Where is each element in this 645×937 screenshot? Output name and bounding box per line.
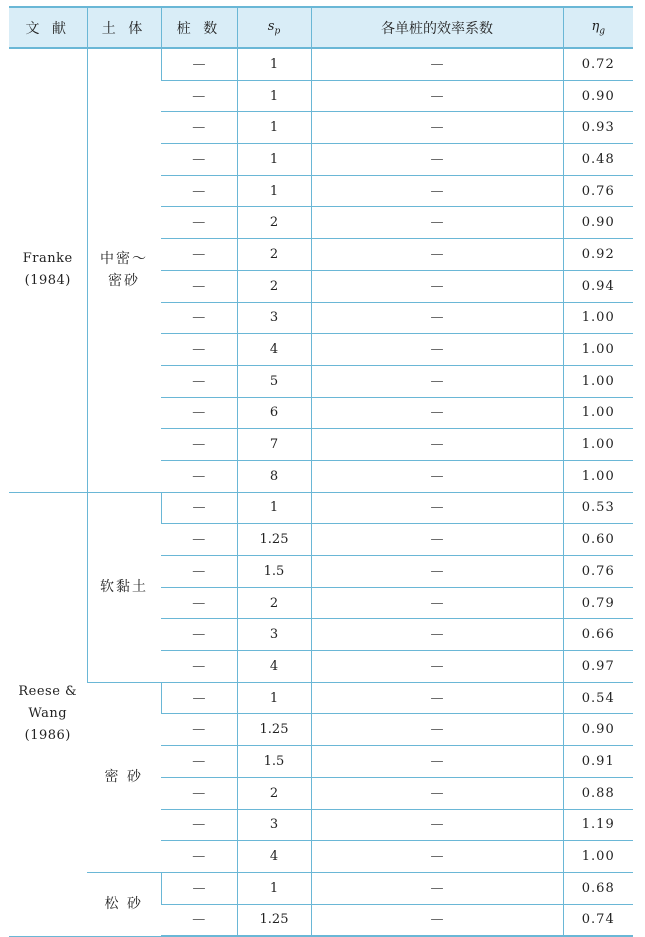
efficiency-cell xyxy=(311,809,563,841)
eta-cell xyxy=(563,587,633,619)
literature-cell-line: (1986) xyxy=(24,728,71,744)
efficiency-cell xyxy=(311,239,563,271)
efficiency-cell-line: — xyxy=(430,310,444,326)
pile-count-cell xyxy=(161,112,237,144)
soil-cell-line: 密 砂 xyxy=(104,769,143,786)
eta-cell xyxy=(563,492,633,524)
efficiency-cell xyxy=(311,207,563,239)
pile-count-cell-line: — xyxy=(192,627,206,643)
pile-count-cell xyxy=(161,714,237,746)
header-eta: $\eta_g$ xyxy=(563,7,633,48)
pile-count-cell xyxy=(161,587,237,619)
eta-cell-line: 0.94 xyxy=(581,278,615,294)
eta-cell xyxy=(563,239,633,271)
efficiency-cell-line: — xyxy=(430,690,444,706)
efficiency-cell xyxy=(311,587,563,619)
soil-cell-line: 密砂 xyxy=(108,273,140,290)
efficiency-cell-line: — xyxy=(430,817,444,833)
eta-cell xyxy=(563,175,633,207)
sp-cell-line: 1 xyxy=(269,500,279,516)
pile-count-cell xyxy=(161,746,237,778)
pile-count-cell-line: — xyxy=(192,563,206,579)
sp-cell xyxy=(237,397,311,429)
sp-cell xyxy=(237,619,311,651)
soil-cell xyxy=(87,48,161,492)
pile-count-cell-line: — xyxy=(192,405,206,421)
sp-cell xyxy=(237,714,311,746)
pile-count-cell-line: — xyxy=(192,183,206,199)
eta-cell-line: 0.93 xyxy=(581,120,615,136)
eta-cell-line: 1.00 xyxy=(581,373,615,389)
efficiency-cell-line: — xyxy=(430,56,444,72)
pile-count-cell-line: — xyxy=(192,151,206,167)
pile-count-cell xyxy=(161,841,237,873)
efficiency-cell xyxy=(311,397,563,429)
pile-count-cell xyxy=(161,556,237,588)
sp-cell-line: 1.25 xyxy=(259,912,289,928)
header-literature: 文 献 xyxy=(9,7,87,48)
efficiency-cell xyxy=(311,746,563,778)
eta-cell-line: 0.74 xyxy=(581,912,615,928)
efficiency-cell xyxy=(311,651,563,683)
eta-cell-line: 0.97 xyxy=(581,658,615,674)
pile-count-cell-line: — xyxy=(192,595,206,611)
sp-cell-line: 5 xyxy=(269,373,279,389)
pile-count-cell xyxy=(161,270,237,302)
sp-cell-line: 2 xyxy=(269,595,279,611)
eta-cell xyxy=(563,429,633,461)
pile-count-cell xyxy=(161,175,237,207)
sp-cell-line: 4 xyxy=(269,342,279,358)
table-body xyxy=(9,48,633,936)
pile-count-cell xyxy=(161,777,237,809)
efficiency-cell-line: — xyxy=(430,722,444,738)
efficiency-cell xyxy=(311,872,563,904)
efficiency-cell xyxy=(311,334,563,366)
efficiency-cell-line: — xyxy=(430,912,444,928)
literature-cell xyxy=(9,492,87,936)
sp-cell-line: 4 xyxy=(269,849,279,865)
eta-cell-line: 1.00 xyxy=(581,310,615,326)
eta-cell-line: 0.72 xyxy=(581,56,615,72)
efficiency-cell xyxy=(311,302,563,334)
eta-cell-line: 0.90 xyxy=(581,88,615,104)
eta-cell xyxy=(563,397,633,429)
efficiency-cell xyxy=(311,112,563,144)
efficiency-cell xyxy=(311,777,563,809)
eta-cell-line: 1.00 xyxy=(581,468,615,484)
eta-cell-line: 0.76 xyxy=(581,563,615,579)
efficiency-cell xyxy=(311,80,563,112)
pile-count-cell-line: — xyxy=(192,753,206,769)
literature-cell xyxy=(9,48,87,492)
pile-count-cell-line: — xyxy=(192,722,206,738)
efficiency-cell-line: — xyxy=(430,342,444,358)
pile-count-cell-line: — xyxy=(192,246,206,262)
sp-cell-line: 3 xyxy=(269,310,279,326)
sp-cell xyxy=(237,144,311,176)
efficiency-cell xyxy=(311,460,563,492)
sp-cell xyxy=(237,651,311,683)
sp-cell xyxy=(237,429,311,461)
efficiency-cell xyxy=(311,841,563,873)
soil-cell xyxy=(87,872,161,936)
efficiency-cell xyxy=(311,904,563,936)
eta-cell xyxy=(563,48,633,80)
sp-cell xyxy=(237,270,311,302)
pile-count-cell xyxy=(161,365,237,397)
pile-count-cell xyxy=(161,682,237,714)
sp-cell-line: 6 xyxy=(269,405,279,421)
pile-count-cell xyxy=(161,809,237,841)
pile-count-cell-line: — xyxy=(192,532,206,548)
pile-count-cell xyxy=(161,429,237,461)
pile-count-cell-line: — xyxy=(192,500,206,516)
efficiency-cell xyxy=(311,365,563,397)
sp-cell-line: 1 xyxy=(269,56,279,72)
sp-cell-line: 1.5 xyxy=(263,753,285,769)
pile-count-cell xyxy=(161,144,237,176)
sp-cell-line: 2 xyxy=(269,215,279,231)
pile-count-cell-line: — xyxy=(192,690,206,706)
eta-cell-line: 0.92 xyxy=(581,246,615,262)
sp-cell xyxy=(237,48,311,80)
efficiency-cell xyxy=(311,144,563,176)
sp-cell-line: 3 xyxy=(269,627,279,643)
efficiency-cell-line: — xyxy=(430,88,444,104)
pile-count-cell-line: — xyxy=(192,468,206,484)
literature-cell-line: Franke xyxy=(22,251,73,267)
pile-count-cell-line: — xyxy=(192,342,206,358)
sp-cell xyxy=(237,365,311,397)
eta-cell-line: 0.54 xyxy=(581,690,615,706)
eta-cell-line: 0.91 xyxy=(581,753,615,769)
eta-cell xyxy=(563,619,633,651)
pile-count-cell xyxy=(161,904,237,936)
eta-cell xyxy=(563,841,633,873)
soil-cell-line: 软黏土 xyxy=(100,579,148,596)
sp-cell xyxy=(237,175,311,207)
sp-cell-line: 1.25 xyxy=(259,722,289,738)
pile-count-cell xyxy=(161,651,237,683)
eta-cell xyxy=(563,207,633,239)
table-row xyxy=(9,682,633,714)
table-row xyxy=(9,872,633,904)
sp-cell xyxy=(237,460,311,492)
pile-count-cell-line: — xyxy=(192,849,206,865)
eta-cell-line: 1.00 xyxy=(581,437,615,453)
sp-cell xyxy=(237,872,311,904)
efficiency-cell xyxy=(311,492,563,524)
efficiency-cell xyxy=(311,682,563,714)
eta-cell-line: 1.00 xyxy=(581,405,615,421)
soil-cell xyxy=(87,682,161,872)
eta-cell-line: 0.90 xyxy=(581,722,615,738)
sp-cell-line: 1 xyxy=(269,880,279,896)
efficiency-cell-line: — xyxy=(430,880,444,896)
pile-count-cell-line: — xyxy=(192,278,206,294)
pile-count-cell-line: — xyxy=(192,88,206,104)
efficiency-cell-line: — xyxy=(430,753,444,769)
pile-count-cell-line: — xyxy=(192,120,206,136)
efficiency-cell-line: — xyxy=(430,120,444,136)
eta-cell xyxy=(563,682,633,714)
eta-cell xyxy=(563,80,633,112)
sp-cell xyxy=(237,302,311,334)
efficiency-cell-line: — xyxy=(430,595,444,611)
header-efficiency: 各单桩的效率系数 xyxy=(311,7,563,48)
pile-count-cell xyxy=(161,524,237,556)
sp-cell-line: 2 xyxy=(269,246,279,262)
eta-cell xyxy=(563,460,633,492)
efficiency-cell-line: — xyxy=(430,785,444,801)
eta-cell-line: 1.00 xyxy=(581,342,615,358)
sp-cell xyxy=(237,682,311,714)
eta-cell-line: 0.68 xyxy=(581,880,615,896)
sp-cell xyxy=(237,777,311,809)
pile-count-cell xyxy=(161,239,237,271)
sp-cell xyxy=(237,587,311,619)
sp-cell-line: 1.5 xyxy=(263,563,285,579)
table-row xyxy=(9,48,633,80)
eta-cell xyxy=(563,144,633,176)
pile-count-cell-line: — xyxy=(192,880,206,896)
efficiency-cell-line: — xyxy=(430,183,444,199)
eta-cell-line: 0.48 xyxy=(581,151,615,167)
eta-cell xyxy=(563,904,633,936)
efficiency-cell xyxy=(311,714,563,746)
efficiency-cell xyxy=(311,619,563,651)
eta-cell-line: 0.66 xyxy=(581,627,615,643)
sp-cell xyxy=(237,492,311,524)
efficiency-cell xyxy=(311,48,563,80)
eta-cell xyxy=(563,651,633,683)
sp-cell-line: 1 xyxy=(269,183,279,199)
efficiency-cell-line: — xyxy=(430,246,444,262)
efficiency-cell xyxy=(311,524,563,556)
pile-efficiency-table xyxy=(9,6,633,937)
pile-count-cell xyxy=(161,460,237,492)
sp-cell xyxy=(237,841,311,873)
sp-cell xyxy=(237,207,311,239)
pile-count-cell xyxy=(161,334,237,366)
header-pile-count: 桩 数 xyxy=(161,7,237,48)
eta-cell xyxy=(563,524,633,556)
efficiency-cell xyxy=(311,175,563,207)
soil-cell-line: 松 砂 xyxy=(104,896,143,913)
literature-cell-line: Reese & xyxy=(18,684,78,700)
sp-cell-line: 1 xyxy=(269,88,279,104)
pile-count-cell-line: — xyxy=(192,215,206,231)
pile-count-cell xyxy=(161,492,237,524)
pile-count-cell-line: — xyxy=(192,373,206,389)
header-soil: 土 体 xyxy=(87,7,161,48)
efficiency-cell-line: — xyxy=(430,532,444,548)
efficiency-cell-line: — xyxy=(430,437,444,453)
pile-count-cell xyxy=(161,397,237,429)
efficiency-cell-line: — xyxy=(430,627,444,643)
eta-cell-line: 0.90 xyxy=(581,215,615,231)
sp-cell xyxy=(237,556,311,588)
soil-cell-line: 中密～ xyxy=(100,251,148,268)
eta-cell xyxy=(563,872,633,904)
sp-cell-line: 1 xyxy=(269,151,279,167)
eta-cell-line: 1.19 xyxy=(581,817,615,833)
sp-cell xyxy=(237,904,311,936)
eta-cell xyxy=(563,334,633,366)
eta-cell-line: 0.79 xyxy=(581,595,615,611)
pile-count-cell xyxy=(161,207,237,239)
pile-count-cell-line: — xyxy=(192,912,206,928)
sp-cell-line: 3 xyxy=(269,817,279,833)
sp-cell xyxy=(237,239,311,271)
sp-cell-line: 2 xyxy=(269,278,279,294)
pile-count-cell-line: — xyxy=(192,817,206,833)
efficiency-cell-line: — xyxy=(430,215,444,231)
efficiency-cell-line: — xyxy=(430,405,444,421)
header-sp: $s_p$ xyxy=(237,7,311,48)
table-row xyxy=(9,492,633,524)
eta-cell-line: 0.88 xyxy=(581,785,615,801)
eta-cell-line: 1.00 xyxy=(581,849,615,865)
efficiency-cell-line: — xyxy=(430,563,444,579)
sp-cell xyxy=(237,524,311,556)
pile-count-cell-line: — xyxy=(192,437,206,453)
eta-cell xyxy=(563,556,633,588)
eta-cell xyxy=(563,746,633,778)
sp-cell-line: 4 xyxy=(269,658,279,674)
efficiency-cell-line: — xyxy=(430,373,444,389)
eta-cell xyxy=(563,714,633,746)
pile-count-cell-line: — xyxy=(192,56,206,72)
sp-cell-line: 1 xyxy=(269,120,279,136)
pile-count-cell xyxy=(161,48,237,80)
literature-cell-line: Wang xyxy=(28,706,68,722)
pile-count-cell-line: — xyxy=(192,310,206,326)
eta-cell xyxy=(563,809,633,841)
eta-cell-line: 0.53 xyxy=(581,500,615,516)
eta-cell xyxy=(563,777,633,809)
eta-cell xyxy=(563,270,633,302)
eta-cell-line: 0.60 xyxy=(581,532,615,548)
sp-cell-line: 1.25 xyxy=(259,532,289,548)
efficiency-cell-line: — xyxy=(430,849,444,865)
eta-cell xyxy=(563,365,633,397)
efficiency-cell-line: — xyxy=(430,151,444,167)
literature-cell-line: (1984) xyxy=(24,273,71,289)
table-header xyxy=(9,7,633,48)
pile-count-cell xyxy=(161,872,237,904)
sp-cell-line: 2 xyxy=(269,785,279,801)
sp-cell-line: 7 xyxy=(269,437,279,453)
efficiency-cell-line: — xyxy=(430,468,444,484)
efficiency-cell xyxy=(311,556,563,588)
sp-cell xyxy=(237,80,311,112)
sp-cell xyxy=(237,809,311,841)
efficiency-cell-line: — xyxy=(430,658,444,674)
sp-cell-line: 1 xyxy=(269,690,279,706)
pile-count-cell xyxy=(161,80,237,112)
sp-cell xyxy=(237,112,311,144)
pile-count-cell xyxy=(161,619,237,651)
sp-cell xyxy=(237,334,311,366)
pile-count-cell-line: — xyxy=(192,785,206,801)
soil-cell xyxy=(87,492,161,682)
efficiency-cell xyxy=(311,270,563,302)
efficiency-cell-line: — xyxy=(430,278,444,294)
sp-cell xyxy=(237,746,311,778)
sp-cell-line: 8 xyxy=(269,468,279,484)
pile-count-cell xyxy=(161,302,237,334)
efficiency-cell-line: — xyxy=(430,500,444,516)
efficiency-cell xyxy=(311,429,563,461)
eta-cell xyxy=(563,302,633,334)
pile-count-cell-line: — xyxy=(192,658,206,674)
eta-cell-line: 0.76 xyxy=(581,183,615,199)
eta-cell xyxy=(563,112,633,144)
